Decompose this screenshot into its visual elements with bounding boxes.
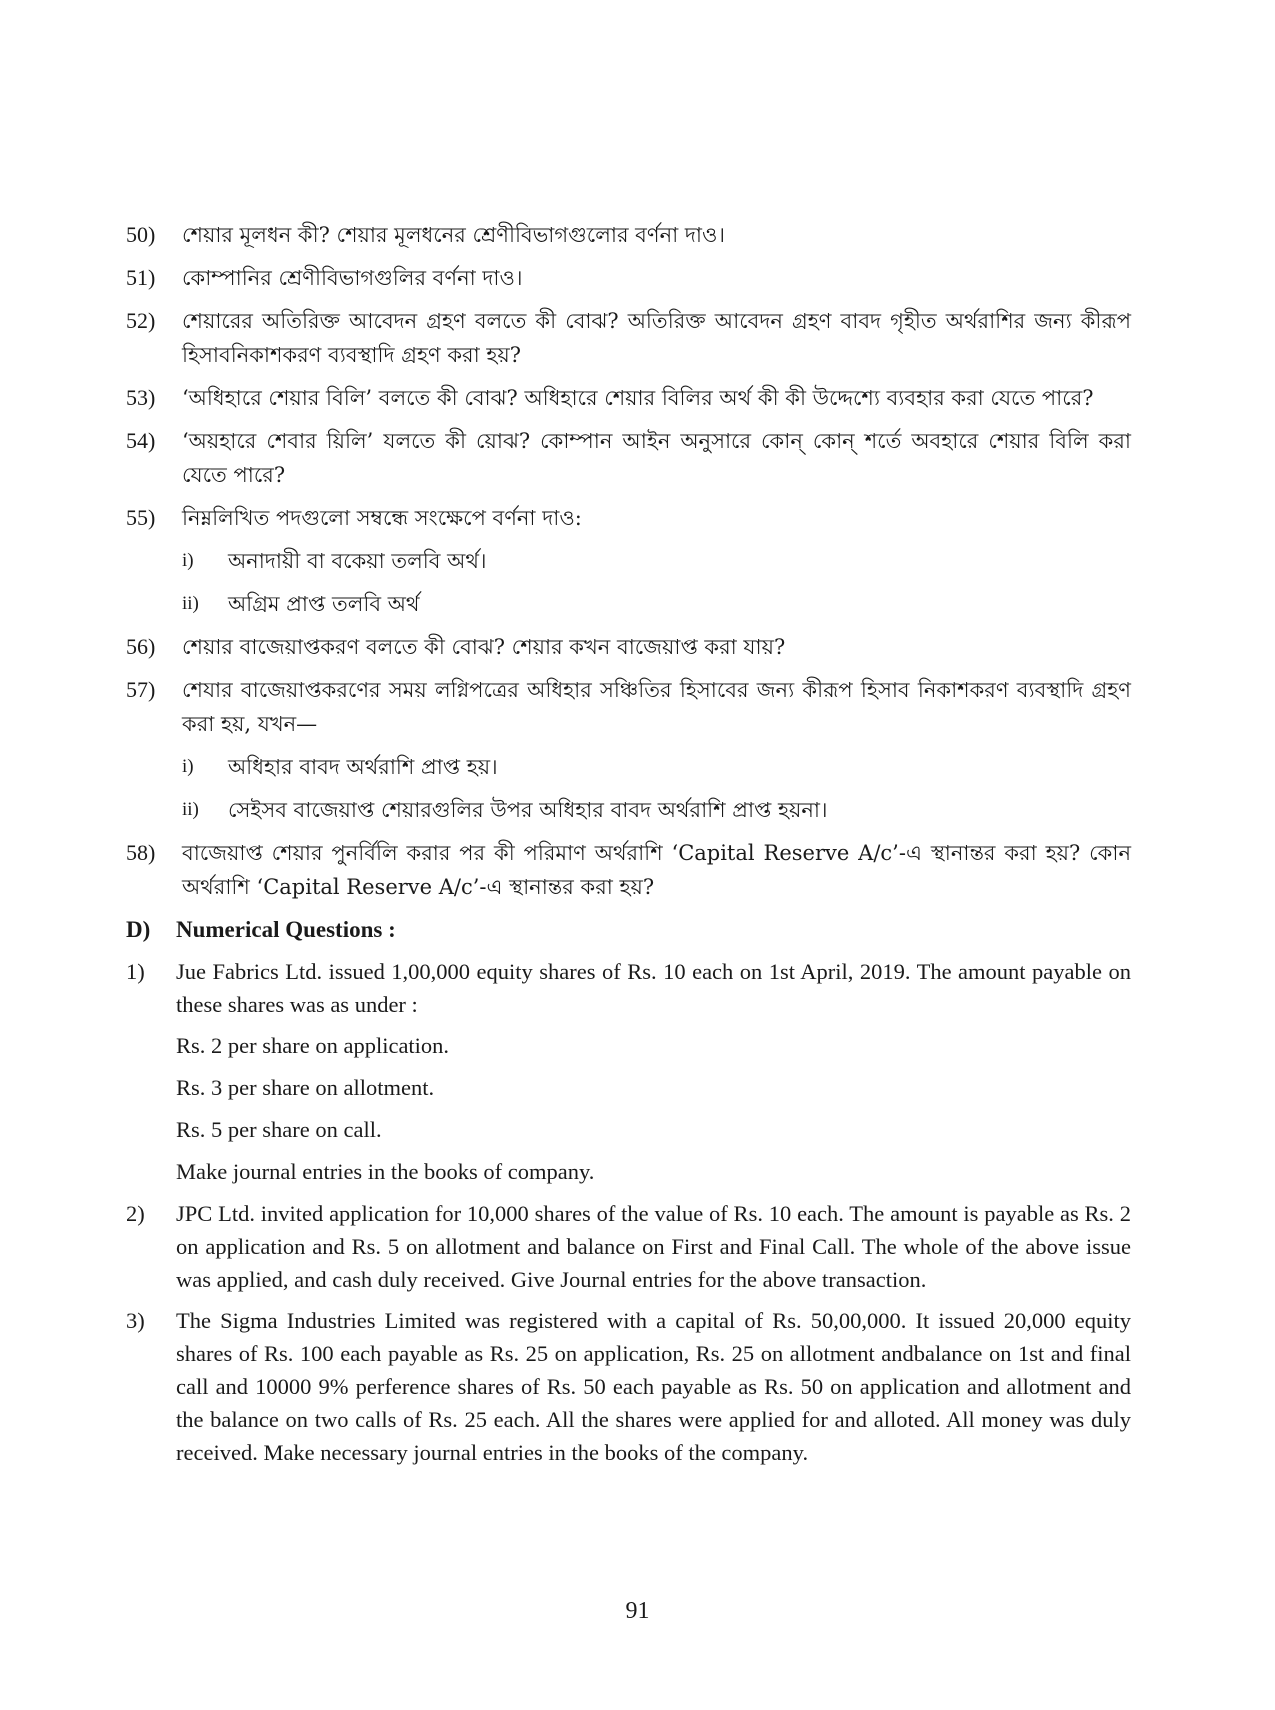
question-number: 52) [126, 308, 156, 333]
question-53 [126, 381, 1131, 415]
question-number: 2) [126, 1201, 145, 1226]
item-text: অগ্রিম প্রাপ্ত তলবি অর্থ [228, 592, 420, 616]
question-51 [126, 261, 1131, 295]
question-text: The Sigma Industries Limited was registered with a capital of Rs. 50,00,000. It issued 20,000 equity shares of Rs. 100 each payable as Rs. 25 on application, Rs. 25 on allotment andbalance on 1st and final call and 10000 9% perference shares of Rs. 50 each payable as Rs. 50 on application and allotment and the balance on two calls of Rs. 25 each. All the shares were applied for and alloted. All money was duly received. Make necessary journal entries in the books of the company. [176, 1308, 1131, 1465]
question-56 [126, 630, 1131, 664]
item-roman: ii) [182, 593, 199, 614]
question-50 [126, 218, 1131, 252]
item-text: অধিহার বাবদ অর্থরাশি প্রাপ্ত হয়। [228, 755, 498, 779]
question-55 [126, 501, 1131, 535]
question-57-item-1 [182, 750, 1131, 784]
question-number: 56) [126, 634, 156, 659]
section-title: Numerical Questions : [176, 917, 396, 942]
question-number: 58) [126, 840, 156, 865]
question-text: JPC Ltd. invited application for 10,000 shares of the value of Rs. 10 each. The amount is payable as Rs. 2 on application and Rs. 5 on allotment and balance on First and Final Call. The whole of the above issue was applied, and cash duly received. Give Journal entries for the above transaction. [176, 1201, 1131, 1292]
section-heading [126, 913, 1131, 947]
question-57-item-2 [182, 793, 1131, 827]
numerical-question-1 [126, 955, 1131, 1021]
q1-line-allotment: Rs. 3 per share on allotment. [176, 1075, 435, 1100]
section-number: D) [126, 917, 151, 942]
numerical-question-2 [126, 1197, 1131, 1296]
question-text: ‘অধিহারে শেয়ার বিলি’ বলতে কী বোঝ? অধিহারে শেয়ার বিলির অর্থ কী কী উদ্দেশ্যে ব্যবহার করা যেতে পারে? [182, 386, 1094, 410]
question-number: 54) [126, 428, 156, 453]
question-text: শেযার বাজেয়াপ্তকরণের সময় লগ্নিপত্রের অধিহার সঞ্চিতির হিসাবের জন্য কীরূপ হিসাব নিকাশকরণ ব্যবস্থাদি গ্রহণ করা হয়, যখন— [182, 678, 1131, 736]
page-content [126, 218, 1131, 1477]
page-number: 91 [625, 1598, 650, 1624]
question-58 [126, 836, 1131, 904]
question-text: নিম্নলিখিত পদগুলো সম্বন্ধে সংক্ষেপে বর্ণনা দাও: [182, 506, 582, 530]
item-roman: i) [182, 550, 194, 571]
question-text: শেয়ার মূলধন কী? শেয়ার মূলধনের শ্রেণীবিভাগগুলোর বর্ণনা দাও। [182, 223, 725, 247]
item-text: অনাদায়ী বা বকেয়া তলবি অর্থ। [228, 549, 487, 573]
question-57 [126, 673, 1131, 741]
question-number: 1) [126, 959, 145, 984]
question-54 [126, 424, 1131, 492]
question-55-item-1 [182, 544, 1131, 578]
q1-line-instruction: Make journal entries in the books of company. [176, 1159, 595, 1184]
question-text: Jue Fabrics Ltd. issued 1,00,000 equity shares of Rs. 10 each on 1st April, 2019. The amount payable on these shares was as under : [176, 959, 1131, 1017]
q1-line-application: Rs. 2 per share on application. [176, 1033, 450, 1058]
question-number: 53) [126, 385, 156, 410]
question-text: ‘অয়হারে শেবার য়িলি’ যলতে কী য়োঝ? কোম্পান আইন অনুসারে কোন্ কোন্ শর্তে অবহারে শেয়ার বিলি করা যেতে পারে? [182, 429, 1131, 487]
question-number: 50) [126, 222, 156, 247]
item-roman: i) [182, 756, 194, 777]
question-text: শেয়ারের অতিরিক্ত আবেদন গ্রহণ বলতে কী বোঝ? অতিরিক্ত আবেদন গ্রহণ বাবদ গৃহীত অর্থরাশির জন্য কীরূপ হিসাবনিকাশকরণ ব্যবস্থাদি গ্রহণ করা হয়? [182, 309, 1131, 367]
question-52 [126, 304, 1131, 372]
question-number: 57) [126, 677, 156, 702]
question-text: কোম্পানির শ্রেণীবিভাগগুলির বর্ণনা দাও। [182, 266, 523, 290]
question-55-item-2 [182, 587, 1131, 621]
q1-line-call: Rs. 5 per share on call. [176, 1117, 382, 1142]
question-text: বাজেয়াপ্ত শেয়ার পুনর্বিলি করার পর কী পরিমাণ অর্থরাশি ‘Capital Reserve A/c’-এ স্থানান্তর করা হয়? কোন অর্থরাশি ‘Capital Reserve A/c’-এ স্থানান্তর করা হয়? [182, 841, 1131, 899]
numerical-question-3 [126, 1304, 1131, 1469]
question-text: শেয়ার বাজেয়াপ্তকরণ বলতে কী বোঝ? শেয়ার কখন বাজেয়াপ্ত করা যায়? [182, 635, 786, 659]
question-number: 3) [126, 1308, 145, 1333]
question-number: 55) [126, 505, 156, 530]
question-number: 51) [126, 265, 156, 290]
item-text: সেইসব বাজেয়াপ্ত শেয়ারগুলির উপর অধিহার বাবদ অর্থরাশি প্রাপ্ত হয়না। [228, 798, 828, 822]
item-roman: ii) [182, 799, 199, 820]
